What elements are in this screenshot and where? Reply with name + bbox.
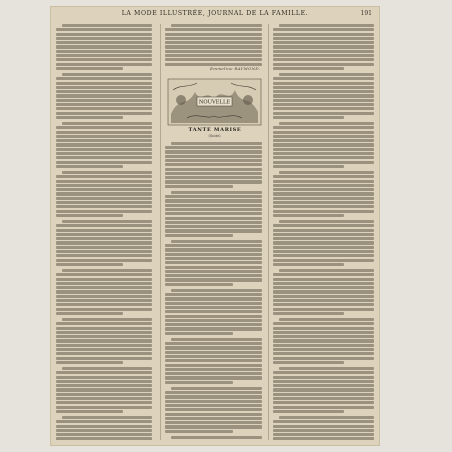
text-line [165,150,262,153]
text-line [273,282,374,285]
text-line [273,33,374,36]
text-line [279,220,374,223]
text-line [273,175,374,178]
text-line [273,54,374,57]
text-line [273,429,374,432]
text-line [171,191,262,194]
text-line [56,371,152,374]
text-line [273,339,374,342]
text-line [273,420,374,423]
text-line [165,146,262,149]
text-line [273,425,374,428]
text-line [165,327,262,330]
text-line [56,103,152,106]
text-line [273,241,374,244]
text-line [56,290,152,293]
text-line [56,339,152,342]
text-line [273,393,374,396]
text-line [62,73,152,76]
text-line [165,58,262,61]
text-line [56,41,152,44]
text-line [165,208,262,211]
text-line [273,233,374,236]
text-line [165,372,262,375]
text-line [165,395,262,398]
text-line [165,37,262,40]
text-line [56,401,152,404]
text-line [165,199,262,202]
text-line [273,63,374,66]
text-line [273,397,374,400]
text-line [273,180,374,183]
text-line [165,351,262,354]
text-line [273,224,374,227]
text-line [56,67,123,70]
text-line [165,180,262,183]
text-line [273,335,374,338]
text-line [56,259,152,262]
text-line [56,77,152,80]
text-line [56,82,152,85]
text-line [165,359,262,362]
text-line [273,148,374,151]
text-line [56,331,152,334]
text-line [279,24,374,27]
text-line [273,406,374,409]
text-line [171,436,262,439]
text-line [56,278,152,281]
text-line [56,86,152,89]
text-line [56,348,152,351]
text-line [56,107,152,110]
text-line [273,312,344,315]
text-line [273,263,344,266]
text-line [273,201,374,204]
text-line [56,188,152,191]
text-line [165,229,262,232]
text-line [273,156,374,159]
text-line [273,99,374,102]
text-line [62,220,152,223]
text-line [56,214,123,217]
text-line [165,381,233,384]
text-line [62,416,152,419]
text-line [171,24,262,27]
text-line [62,318,152,321]
text-line [165,253,262,256]
text-line [165,408,262,411]
text-line [273,165,344,168]
nouvelle-vignette-illustration [167,78,262,126]
text-line [165,332,233,335]
header-title: LA MODE ILLUSTRÉE, JOURNAL DE LA FAMILLE. [121,10,309,17]
text-line [56,273,152,276]
text-line [273,112,374,115]
text-line [56,192,152,195]
text-line [273,214,344,217]
text-line [165,159,262,162]
text-line [273,278,374,281]
text-line [273,331,374,334]
text-line [56,299,152,302]
text-line [165,278,262,281]
text-line [273,184,374,187]
text-line [273,103,374,106]
text-line [273,143,374,146]
text-line [56,175,152,178]
text-line [165,257,262,260]
text-line [56,361,123,364]
text-line [273,77,374,80]
text-line [56,37,152,40]
text-line [56,94,152,97]
text-line [56,295,152,298]
text-line [165,248,262,251]
text-line [273,139,374,142]
text-line [62,24,152,27]
text-line [171,240,262,243]
text-line [165,425,262,428]
text-line [165,319,262,322]
text-line [273,290,374,293]
text-line [56,139,152,142]
text-line [273,410,344,413]
text-line [165,315,262,318]
text-line [273,50,374,53]
text-line [273,107,374,110]
text-line [273,376,374,379]
text-line [273,188,374,191]
text-line [56,180,152,183]
text-line [165,195,262,198]
text-line [273,380,374,383]
text-line [56,393,152,396]
text-line [279,318,374,321]
text-line [56,131,152,134]
text-line [56,50,152,53]
text-line [56,205,152,208]
text-line [273,273,374,276]
text-line [165,266,262,269]
text-line [165,176,262,179]
text-line [56,201,152,204]
text-line [56,28,152,31]
text-line [273,246,374,249]
vignette-label: NOUVELLE [198,99,231,106]
text-line [56,410,123,413]
text-line [165,323,262,326]
text-line [165,50,262,53]
text-line [165,155,262,158]
text-line [273,344,374,347]
text-line [165,33,262,36]
text-line [165,430,233,433]
story-title: TANTE MARISE [188,127,242,133]
text-line [165,404,262,407]
text-line [273,286,374,289]
text-line [273,67,344,70]
text-line [56,63,152,66]
text-line [56,143,152,146]
text-line [165,413,262,416]
text-line [56,99,152,102]
text-line [165,163,262,166]
text-line [171,142,262,145]
text-line [56,376,152,379]
text-line [56,384,152,387]
text-line [273,308,374,311]
text-line [56,33,152,36]
text-line [273,58,374,61]
text-line [273,361,344,364]
text-line [165,368,262,371]
text-line [56,250,152,253]
text-line [56,357,152,360]
text-line [273,357,374,360]
text-line [62,122,152,125]
text-line [56,254,152,257]
text-line [56,112,152,115]
text-line [273,303,374,306]
text-line [273,401,374,404]
text-line [273,352,374,355]
text-line [56,282,152,285]
text-line [56,165,123,168]
text-line [56,237,152,240]
text-line [56,437,152,440]
text-line [165,234,233,237]
text-line [56,246,152,249]
text-line [273,90,374,93]
text-line [171,338,262,341]
text-line [56,433,152,436]
text-line [273,254,374,257]
text-line [165,342,262,345]
text-line [56,335,152,338]
text-line [165,376,262,379]
text-line [273,384,374,387]
text-line [56,54,152,57]
column-divider [268,24,269,440]
text-line [273,94,374,97]
text-line [56,344,152,347]
text-line [273,388,374,391]
text-line [165,212,262,215]
text-line [165,28,262,31]
text-line [56,90,152,93]
text-line [165,244,262,247]
text-line [165,172,262,175]
text-line [62,367,152,370]
text-line [273,327,374,330]
text-line [273,135,374,138]
text-line [56,241,152,244]
text-line [56,429,152,432]
text-line [165,221,262,224]
text-line [165,41,262,44]
text-line [273,295,374,298]
column-divider [160,24,161,440]
text-line [56,229,152,232]
text-line [165,54,262,57]
text-line [273,299,374,302]
text-line [165,302,262,305]
text-line [56,116,123,119]
text-line [171,387,262,390]
text-line [273,250,374,253]
story-heading [170,127,260,138]
text-line [273,210,374,213]
text-line [165,346,262,349]
text-line [56,420,152,423]
text-line [56,135,152,138]
text-line [56,327,152,330]
text-line [273,131,374,134]
text-line [273,37,374,40]
page-number: 191 [360,10,372,17]
text-column-left [56,24,152,440]
text-line [56,58,152,61]
text-line [56,406,152,409]
text-line [165,306,262,309]
text-line [165,225,262,228]
text-line [273,45,374,48]
text-line [165,400,262,403]
text-line [56,197,152,200]
text-line [56,210,152,213]
text-line [56,184,152,187]
text-line [165,274,262,277]
text-line [56,303,152,306]
text-line [165,293,262,296]
text-line [279,171,374,174]
text-line [56,152,152,155]
text-column-right [273,24,374,440]
text-line [165,417,262,420]
text-line [56,45,152,48]
text-line [56,286,152,289]
text-line [56,352,152,355]
text-line [273,126,374,129]
text-line [62,171,152,174]
text-line [56,148,152,151]
text-line [56,308,152,311]
text-line [165,391,262,394]
text-line [273,192,374,195]
text-line [273,86,374,89]
text-line [165,45,262,48]
text-line [165,355,262,358]
text-line [273,237,374,240]
text-line [165,270,262,273]
text-line [273,116,344,119]
newspaper-page [50,6,380,446]
text-line [273,197,374,200]
text-line [165,168,262,171]
text-line [165,364,262,367]
text-line [279,269,374,272]
text-line [56,312,123,315]
text-line [171,289,262,292]
text-line [273,348,374,351]
text-line [273,41,374,44]
text-line [56,388,152,391]
text-line [279,367,374,370]
text-line [165,204,262,207]
text-line [273,161,374,164]
story-subtitle: (Suite). [208,134,222,138]
text-line [56,425,152,428]
text-line [165,185,233,188]
text-line [273,229,374,232]
text-line [165,421,262,424]
text-line [56,380,152,383]
text-line [273,28,374,31]
text-line [56,126,152,129]
text-line [273,205,374,208]
text-line [273,82,374,85]
text-line [273,433,374,436]
text-line [56,161,152,164]
text-line [273,322,374,325]
text-line [62,269,152,272]
text-line [273,152,374,155]
text-line [279,416,374,419]
text-line [279,122,374,125]
text-line [165,261,262,264]
text-line [273,259,374,262]
text-line [279,73,374,76]
text-line [273,371,374,374]
text-line [165,283,233,286]
page-header [50,10,380,20]
text-line [56,224,152,227]
text-line [165,297,262,300]
text-line [56,397,152,400]
text-line [56,322,152,325]
text-line [165,310,262,313]
text-line [165,217,262,220]
text-line [273,437,374,440]
author-signature: Emmeline RAYMOND. [210,66,261,71]
text-line [56,263,123,266]
text-line [56,233,152,236]
text-line [56,156,152,159]
